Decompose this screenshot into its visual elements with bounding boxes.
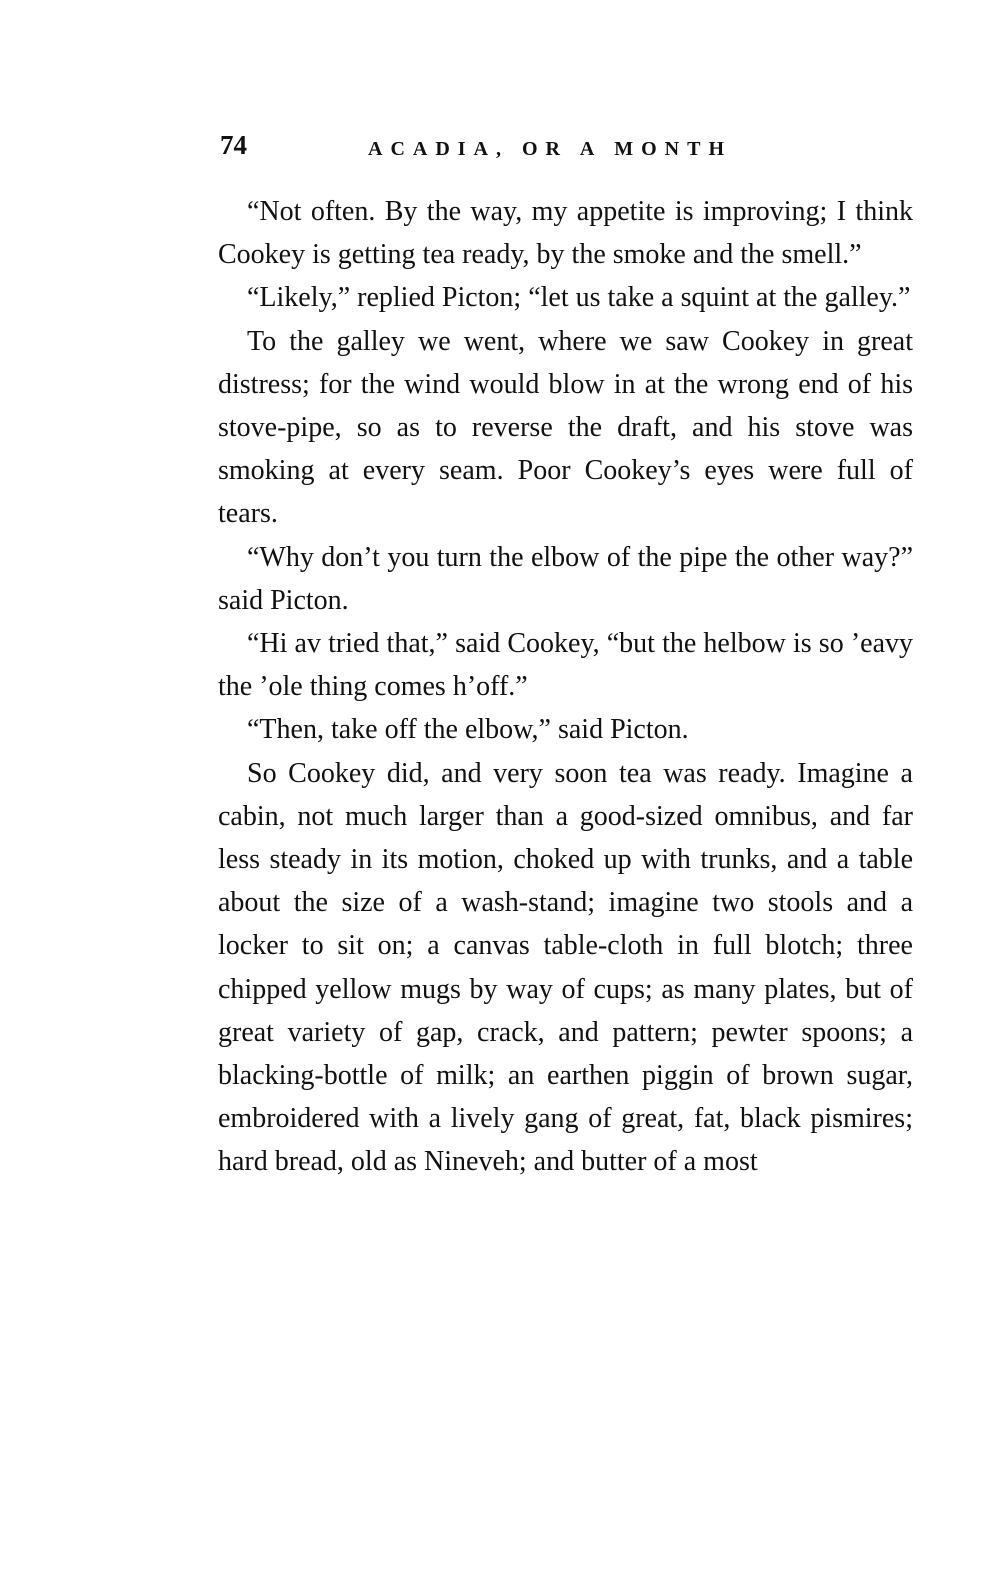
paragraph-turn-elbow: “Why don’t you turn the elbow of the pipe the other way?” said Picton. (218, 541, 913, 616)
paragraph-galley: To the galley we went, where we saw Cookey in great distress; for the wind would blow in at the wrong end of his stove-pipe, so as to reverse the draft, and his stove was smoking at every seam. Poor Cookey’s eyes were full of tears. (218, 325, 913, 530)
paragraph-take-off-elbow: “Then, take off the elbow,” said Picton. (247, 714, 689, 746)
paragraph-not-often: “Not often. By the way, my appetite is improving; I think Cookey is getting tea ready, by the smoke and the smell.” (218, 196, 913, 271)
body-text (218, 190, 913, 1184)
paragraph-cookey-reply: “Hi av tried that,” said Cookey, “but the helbow is so ’eavy the ’ole thing comes h’off.” (218, 628, 913, 703)
page-header (220, 130, 920, 168)
running-title: ACADIA, OR A MONTH (368, 138, 733, 160)
paragraph-likely: “Likely,” replied Picton; “let us take a squint at the galley.” (247, 282, 911, 314)
paragraph-tea-ready: So Cookey did, and very soon tea was ready. Imagine a cabin, not much larger than a good-sized omnibus, and far less steady in its motion, choked up with trunks, and a table about the size of a wash-stand; imagine two stools and a locker to sit on; a canvas table-cloth in full blotch; three chipped yellow mugs by way of cups; as many plates, but of great variety of gap, crack, and pattern; pewter spoons; a blacking-bottle of milk; an earthen piggin of brown sugar, embroidered with a lively gang of great, fat, black pismires; hard bread, old as Nineveh; and butter of a most (218, 757, 913, 1178)
page-number: 74 (220, 130, 247, 160)
